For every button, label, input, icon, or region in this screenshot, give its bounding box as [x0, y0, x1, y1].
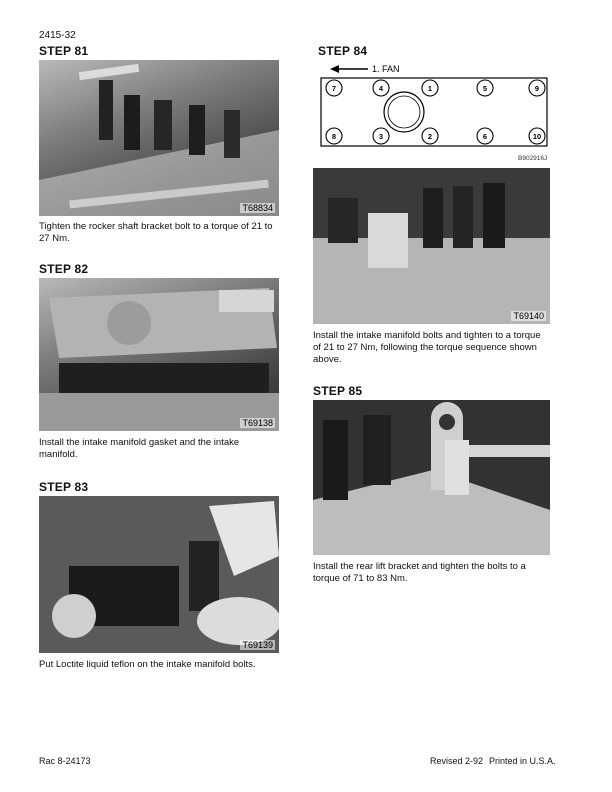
step-81-photo: [39, 60, 279, 216]
step-82-caption: Install the intake manifold gasket and the intake manifold.: [39, 437, 240, 460]
step-85-photo: [313, 400, 550, 555]
bolt-label-1: 1: [427, 84, 433, 93]
bolt-label-8: 8: [331, 132, 337, 141]
footer-document-number: Rac 8-24173: [39, 756, 91, 766]
step-82-photo-label: T69138: [242, 418, 273, 428]
step-81-title: STEP 81: [39, 44, 89, 58]
footer-printed: Printed in U.S.A.: [489, 756, 556, 766]
bolt-label-5: 5: [482, 84, 488, 93]
step-85-title: STEP 85: [313, 384, 363, 398]
bolt-label-9: 9: [534, 84, 540, 93]
footer-revised: Revised 2-92: [430, 756, 484, 766]
step-81-caption: Tighten the rocker shaft bracket bolt to a torque of 21 to 27 Nm.: [39, 221, 273, 244]
step-84-title: STEP 84: [318, 44, 368, 58]
step-83-photo: [39, 496, 279, 653]
step-83-photo-label: T69139: [242, 640, 273, 650]
fan-label: 1. FAN: [372, 64, 400, 74]
step-82-photo: [39, 278, 279, 431]
step-84-caption: Install the intake manifold bolts and tighten to a torque of 21 to 27 Nm, following the torque sequence shown above.: [313, 330, 541, 365]
diagram-reference: B902916J: [518, 155, 548, 162]
bolt-label-4: 4: [378, 84, 384, 93]
step-82-title: STEP 82: [39, 262, 89, 276]
step-81-photo-label: T68834: [242, 203, 273, 213]
step-85-caption: Install the rear lift bracket and tighten the bolts to a torque of 71 to 83 Nm.: [313, 561, 526, 584]
page-number: 2415-32: [39, 30, 76, 41]
step-84-photo: [313, 168, 550, 324]
bolt-label-2: 2: [427, 132, 433, 141]
bolt-label-7: 7: [331, 84, 337, 93]
step-83-caption: Put Loctite liquid teflon on the intake manifold bolts.: [39, 659, 256, 670]
torque-sequence-diagram: [318, 60, 550, 160]
step-84-photo-label: T69140: [513, 311, 544, 321]
step-83-title: STEP 83: [39, 480, 89, 494]
bolt-label-3: 3: [378, 132, 384, 141]
bolt-label-10: 10: [532, 132, 542, 141]
bolt-label-6: 6: [482, 132, 488, 141]
